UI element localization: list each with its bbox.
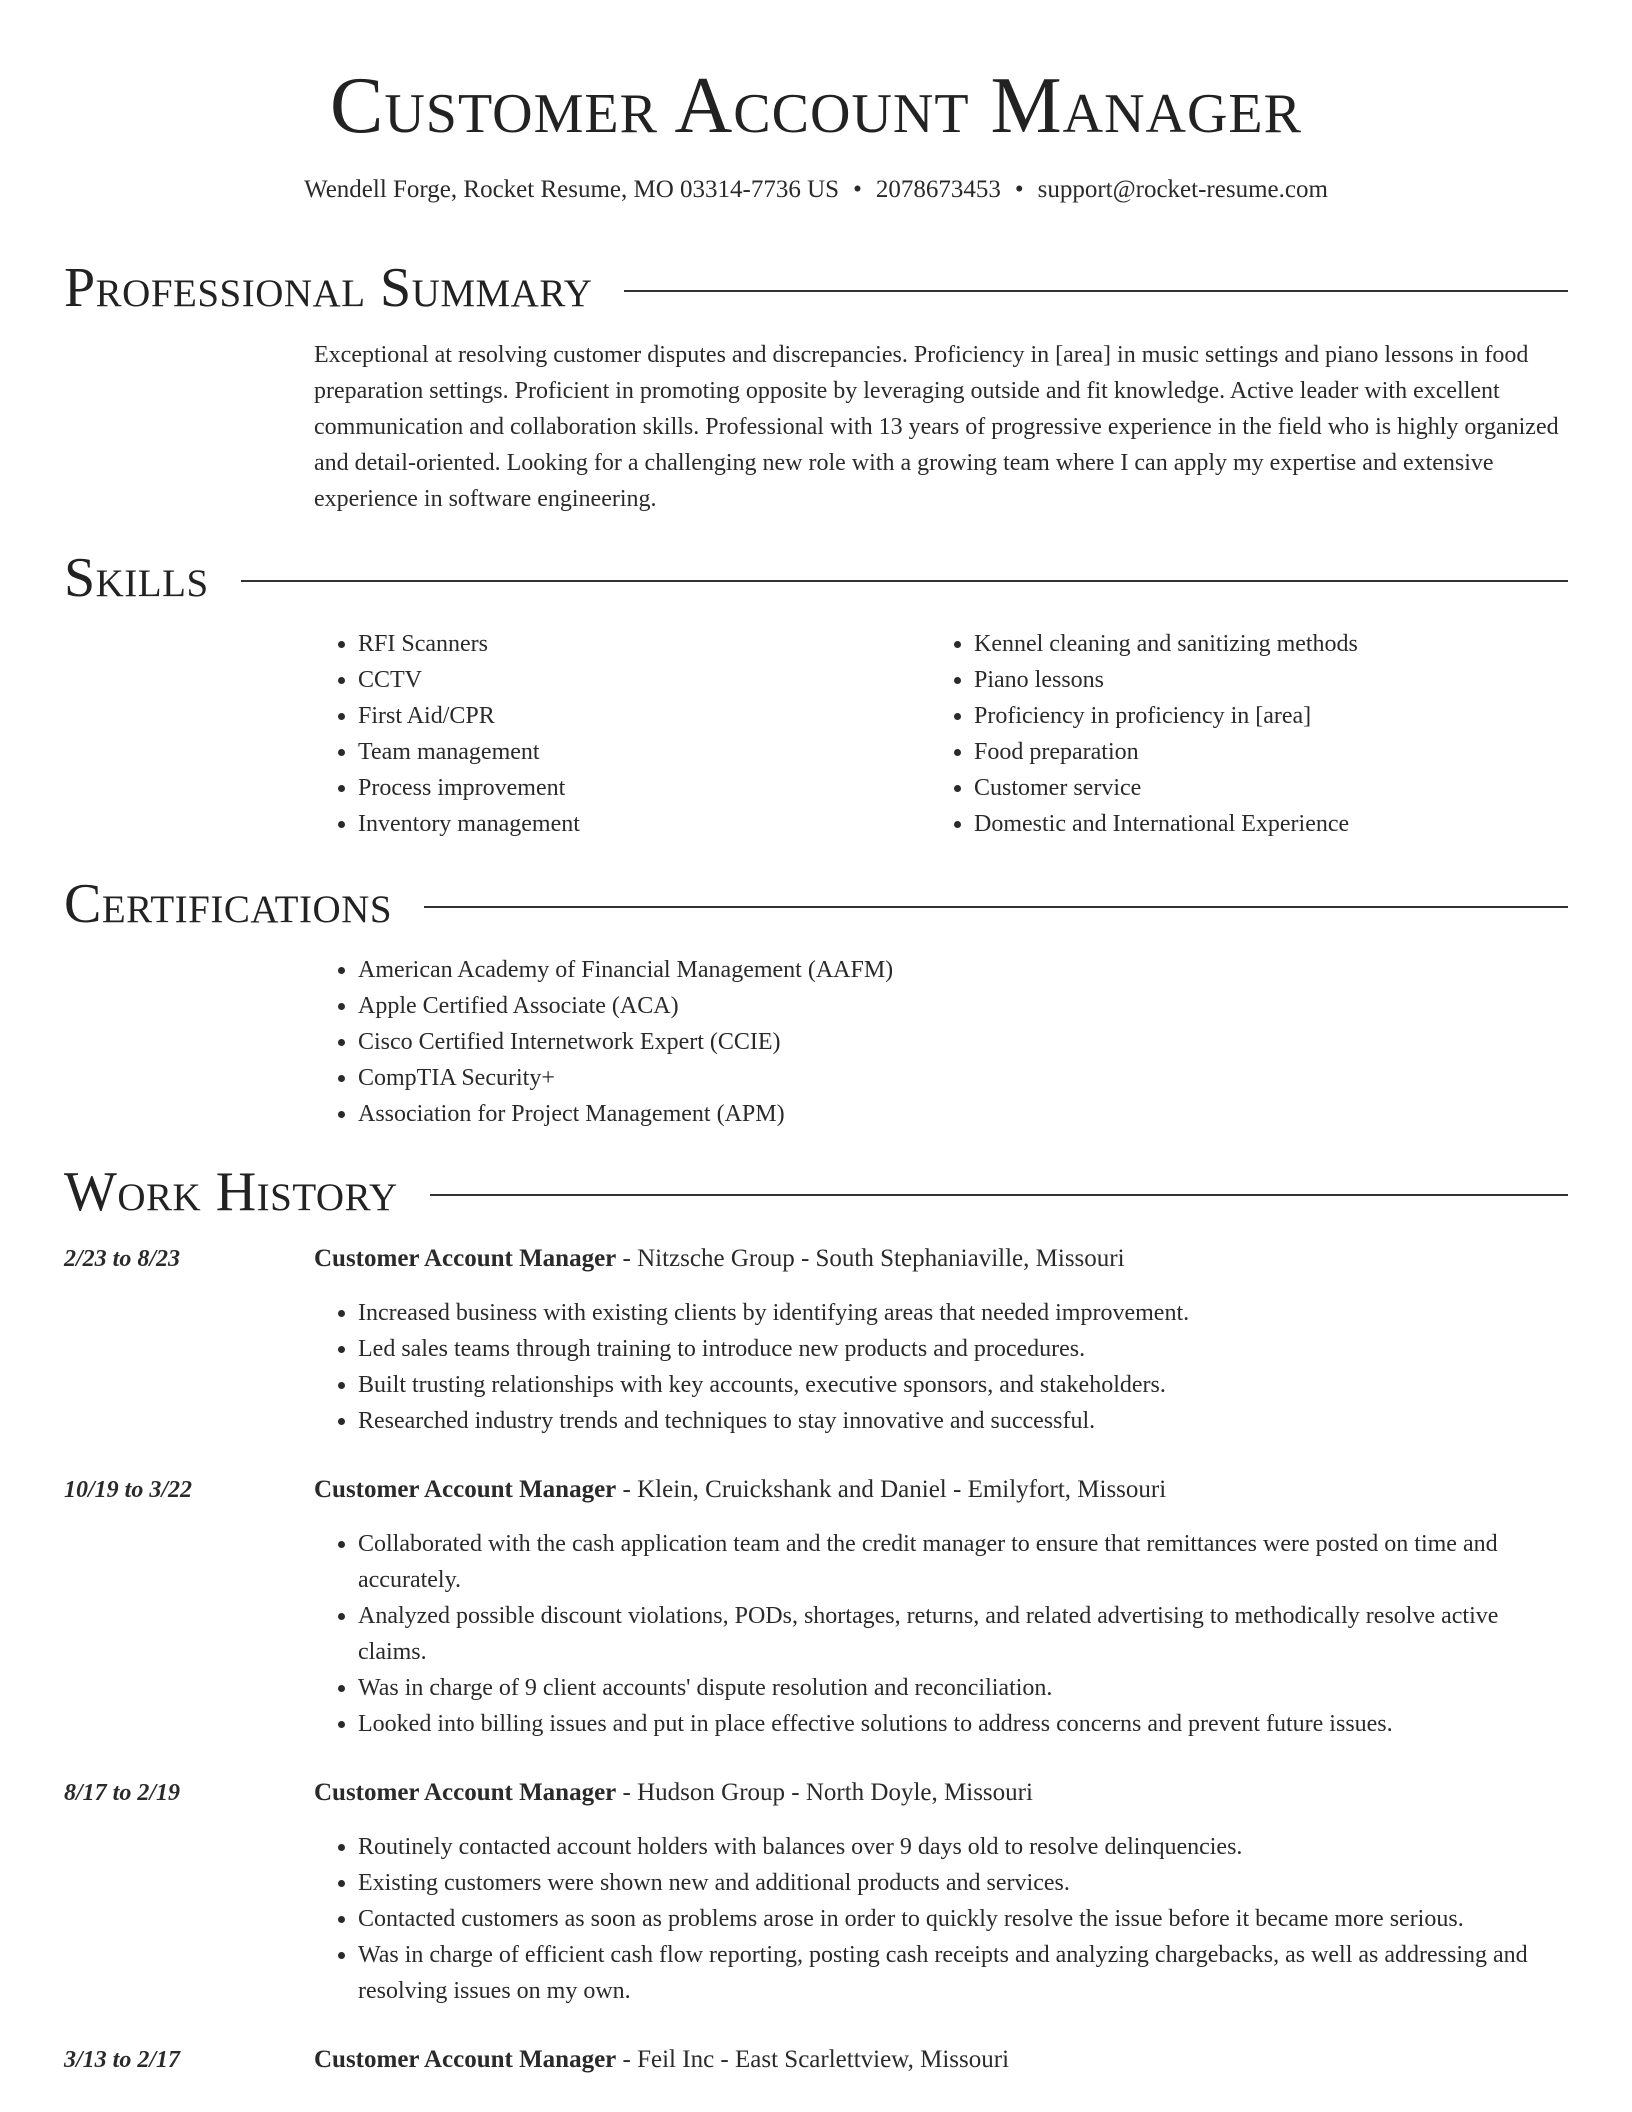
skill-item: • Kennel cleaning and sanitizing methods <box>974 626 1570 662</box>
job-bullet: • Researched industry trends and techniques to stay innovative and successful. <box>358 1403 1570 1439</box>
section-header-skills <box>64 546 1568 610</box>
skill-item: • Customer service <box>974 770 1570 806</box>
job-bullet-list <box>314 1295 1570 1439</box>
contact-line <box>0 172 1632 208</box>
job-bullet: • Analyzed possible discount violations, PODs, shortages, returns, and related advertising to methodically resolve active claims. <box>358 1598 1570 1670</box>
skill-item: • Domestic and International Experience <box>974 806 1570 842</box>
job-employer: - Klein, Cruickshank and Daniel - Emilyfort, Missouri <box>616 1476 1167 1503</box>
job-role: Customer Account Manager <box>314 1245 617 1272</box>
section-heading: Work History <box>64 1161 398 1223</box>
job-dates: 2/23 to 8/23 <box>64 1246 181 1272</box>
certifications-list <box>314 952 1214 1132</box>
job-bullet: • Contacted customers as soon as problems arose in order to quickly resolve the issue before it became more serious. <box>358 1901 1570 1937</box>
job-bullet: • Led sales teams through training to introduce new products and procedures. <box>358 1331 1570 1367</box>
certification-item: • Association for Project Management (APM) <box>358 1096 1214 1132</box>
job-employer: - Hudson Group - North Doyle, Missouri <box>616 1779 1033 1806</box>
section-divider <box>430 1194 1568 1196</box>
job-bullet: • Was in charge of efficient cash flow reporting, posting cash receipts and analyzing chargebacks, as well as addressing and resolving issues on my own. <box>358 1937 1570 2009</box>
job-employer: - Nitzsche Group - South Stephaniaville, Missouri <box>616 1245 1125 1272</box>
job-role: Customer Account Manager <box>314 2046 617 2073</box>
skill-item: • Food preparation <box>974 734 1570 770</box>
certification-item: • CompTIA Security+ <box>358 1060 1214 1096</box>
job-bullets <box>314 1829 1570 2009</box>
section-header-certifications <box>64 872 1568 936</box>
job-title-line <box>314 2042 1570 2078</box>
section-heading: Certifications <box>64 873 393 935</box>
job-bullets <box>314 1295 1570 1439</box>
job-bullet: • Collaborated with the cash application team and the credit manager to ensure that remittances were posted on time and accurately. <box>358 1526 1570 1598</box>
job-bullet-list <box>314 1526 1570 1742</box>
certifications-block <box>314 952 1214 1132</box>
job-bullets <box>314 1526 1570 1742</box>
contact-email: support@rocket-resume.com <box>1037 176 1328 203</box>
job-dates: 3/13 to 2/17 <box>64 2047 181 2073</box>
skill-item: • Team management <box>358 734 874 770</box>
skill-item: • First Aid/CPR <box>358 698 874 734</box>
section-heading: Skills <box>64 547 209 609</box>
certification-item: • American Academy of Financial Management (AAFM) <box>358 952 1214 988</box>
job-dates: 10/19 to 3/22 <box>64 1477 193 1503</box>
job-title-line <box>314 1775 1570 1811</box>
section-header-summary <box>64 256 1568 320</box>
section-divider <box>424 906 1568 908</box>
job-bullet: • Was in charge of 9 client accounts' dispute resolution and reconciliation. <box>358 1670 1570 1706</box>
job-bullet: • Looked into billing issues and put in place effective solutions to address concerns and prevent future issues. <box>358 1706 1570 1742</box>
contact-separator: • <box>853 176 862 203</box>
contact-separator: • <box>1014 176 1024 203</box>
job-employer: - Feil Inc - East Scarlettview, Missouri <box>616 2046 1010 2073</box>
summary-text <box>314 337 1570 517</box>
resume-title: Customer Account Manager <box>330 62 1302 150</box>
skills-column-left <box>314 626 874 842</box>
job-role: Customer Account Manager <box>314 1779 617 1806</box>
section-divider <box>624 290 1568 292</box>
skills-list <box>314 626 874 842</box>
job-bullet-list <box>314 1829 1570 2009</box>
job-dates: 8/17 to 2/19 <box>64 1780 181 1806</box>
skill-item: • Process improvement <box>358 770 874 806</box>
certification-item: • Apple Certified Associate (ACA) <box>358 988 1214 1024</box>
job-title-line <box>314 1472 1570 1508</box>
skill-item: • CCTV <box>358 662 874 698</box>
job-role: Customer Account Manager <box>314 1476 617 1503</box>
section-header-work-history <box>64 1160 1568 1224</box>
job-bullet: • Existing customers were shown new and additional products and services. <box>358 1865 1570 1901</box>
contact-address: Wendell Forge, Rocket Resume, MO 03314-7736 US <box>304 176 840 203</box>
contact-phone: 2078673453 <box>875 176 1001 203</box>
skill-item: • Inventory management <box>358 806 874 842</box>
certification-item: • Cisco Certified Internetwork Expert (CCIE) <box>358 1024 1214 1060</box>
job-title-line <box>314 1241 1570 1277</box>
skill-item: • Piano lessons <box>974 662 1570 698</box>
skill-item: • RFI Scanners <box>358 626 874 662</box>
job-bullet: • Increased business with existing clients by identifying areas that needed improvement. <box>358 1295 1570 1331</box>
section-heading: Professional Summary <box>64 257 593 319</box>
skills-column-right <box>930 626 1570 842</box>
summary-paragraph: Exceptional at resolving customer disputes and discrepancies. Proficiency in [area] in music settings and piano lessons in food preparation settings. Proficient in promoting opposite by leveraging outside and fit knowledge. Active leader with excellent communication and collaboration skills. Professional with 13 years of progressive experience in the field who is highly organized and detail-oriented. Looking for a challenging new role with a growing team where I can apply my expertise and extensive experience in software engineering. <box>314 342 1559 512</box>
job-bullet: • Routinely contacted account holders with balances over 9 days old to resolve delinquencies. <box>358 1829 1570 1865</box>
job-bullet: • Built trusting relationships with key accounts, executive sponsors, and stakeholders. <box>358 1367 1570 1403</box>
skill-item: • Proficiency in proficiency in [area] <box>974 698 1570 734</box>
section-divider <box>241 580 1568 582</box>
skills-list <box>930 626 1570 842</box>
